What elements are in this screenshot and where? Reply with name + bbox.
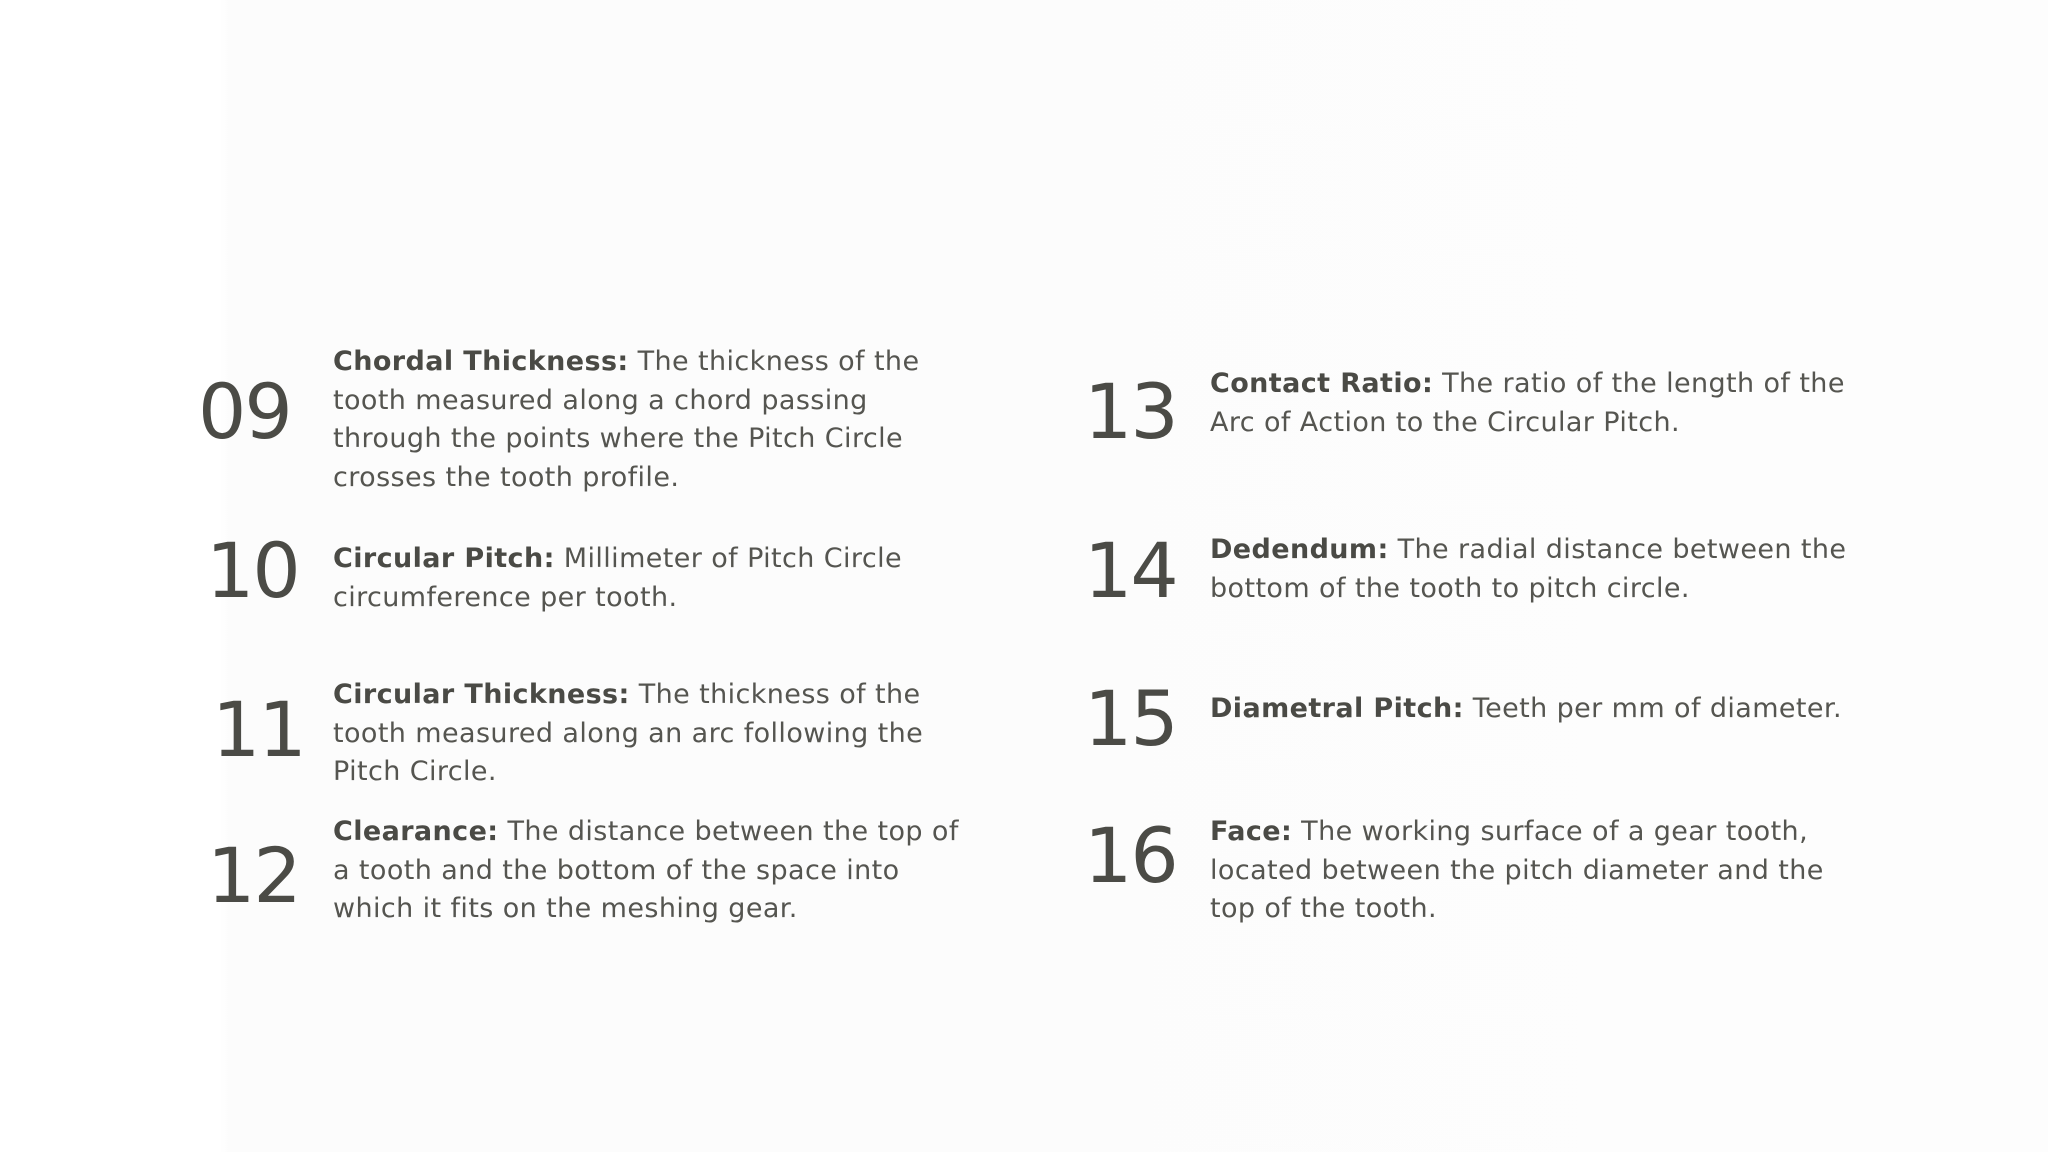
item-description	[333, 813, 983, 929]
item-description	[1210, 365, 1870, 442]
item-description	[333, 540, 963, 617]
item-term: Clearance:	[333, 816, 499, 847]
item-text: The working surface of a gear tooth, located between the pitch diameter and the top of the tooth.	[1210, 816, 1824, 924]
item-number: 10	[206, 526, 299, 615]
item-term: Dedendum:	[1210, 534, 1389, 565]
item-number: 09	[198, 367, 291, 456]
item-number: 13	[1084, 367, 1177, 456]
item-term: Circular Pitch:	[333, 543, 555, 574]
item-term: Face:	[1210, 816, 1293, 847]
item-number: 15	[1084, 674, 1177, 763]
item-description	[333, 343, 963, 497]
item-number: 12	[207, 831, 300, 920]
item-text: The thickness of the tooth measured along an arc following the Pitch Circle.	[333, 679, 924, 787]
item-number: 14	[1084, 526, 1177, 615]
item-text: The thickness of the tooth measured along a chord passing through the points where the Pitch Circle crosses the tooth profile.	[333, 346, 920, 493]
item-description	[1210, 690, 1910, 729]
item-text: The radial distance between the bottom of the tooth to pitch circle.	[1210, 534, 1847, 604]
item-number: 16	[1084, 811, 1177, 900]
item-description	[333, 676, 973, 792]
item-term: Diametral Pitch:	[1210, 693, 1464, 724]
item-text: Millimeter of Pitch Circle circumference per tooth.	[333, 543, 903, 613]
item-text: Teeth per mm of diameter.	[1463, 693, 1842, 724]
item-description	[1210, 531, 1850, 608]
item-text: The distance between the top of a tooth and the bottom of the space into which it fits on the meshing gear.	[333, 816, 959, 924]
item-term: Chordal Thickness:	[333, 346, 629, 377]
item-number: 11	[212, 685, 305, 774]
item-text: The ratio of the length of the Arc of Action to the Circular Pitch.	[1210, 368, 1845, 438]
item-term: Circular Thickness:	[333, 679, 630, 710]
item-term: Contact Ratio:	[1210, 368, 1434, 399]
item-description	[1210, 813, 1870, 929]
